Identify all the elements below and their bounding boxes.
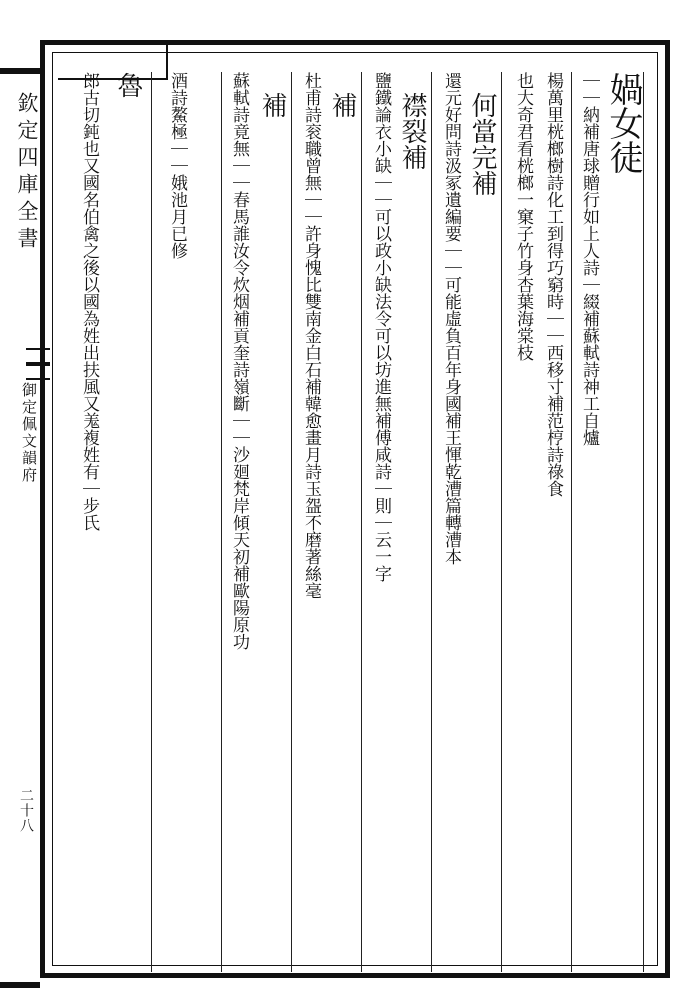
text-column: 酒詩鰲極｜｜娥池月已修: [167, 72, 187, 259]
book-title-margin: 欽定四庫全書: [15, 92, 39, 254]
column-rule: [571, 72, 572, 972]
text-column: ｜｜納補唐球贈行如上人詩｜綴補蘇軾詩神工自爐: [579, 72, 599, 446]
text-column: 鹽鐵論衣小缺｜｜可以政小缺法令可以坊進無補傅咸詩｜則｜云一字: [371, 72, 391, 582]
text-column: 補: [327, 92, 357, 118]
book-subtitle-margin: 御定佩文韻府: [20, 382, 38, 484]
text-column: 郎古切鈍也又國名伯禽之後以國為姓出扶風又羗複姓有｜步氏: [79, 72, 99, 531]
text-column: 也大奇君看桄榔一窠子竹身杏葉海棠枝: [513, 72, 533, 361]
text-column: 杜甫詩衮職曾無｜｜許身愧比雙南金白石補韓愈畫月詩玉盌不磨著絲毫: [301, 72, 321, 599]
column-rule: [361, 72, 362, 972]
text-column: 還元好問詩汲冢遺編要｜｜可能虛負百年身國補王惲乾漕篇轉漕本: [441, 72, 461, 565]
column-rule: [501, 72, 502, 972]
text-body: [66, 72, 648, 972]
text-column: 補: [257, 92, 287, 118]
left-stub-top: [0, 68, 40, 74]
text-column: 媧女徒: [603, 72, 643, 174]
column-rule: [643, 72, 644, 972]
column-rule: [151, 72, 152, 972]
column-rule: [431, 72, 432, 972]
text-column: 襟裂補: [397, 92, 427, 170]
left-stub-bottom: [0, 982, 40, 988]
text-column: 楊萬里桄榔樹詩化工到得巧窮時｜｜西移寸補范梈詩祿食: [543, 72, 563, 497]
column-rule: [221, 72, 222, 972]
text-column: 蘇軾詩竟無｜｜春馬誰汝令炊烟補貢奎詩嶺斷｜｜沙廻梵岸傾天初補歐陽原功: [229, 72, 249, 650]
page-number: 二十八: [18, 788, 34, 833]
text-column: 何當完補: [467, 92, 497, 196]
column-rule: [291, 72, 292, 972]
text-column: 魯: [113, 72, 143, 98]
